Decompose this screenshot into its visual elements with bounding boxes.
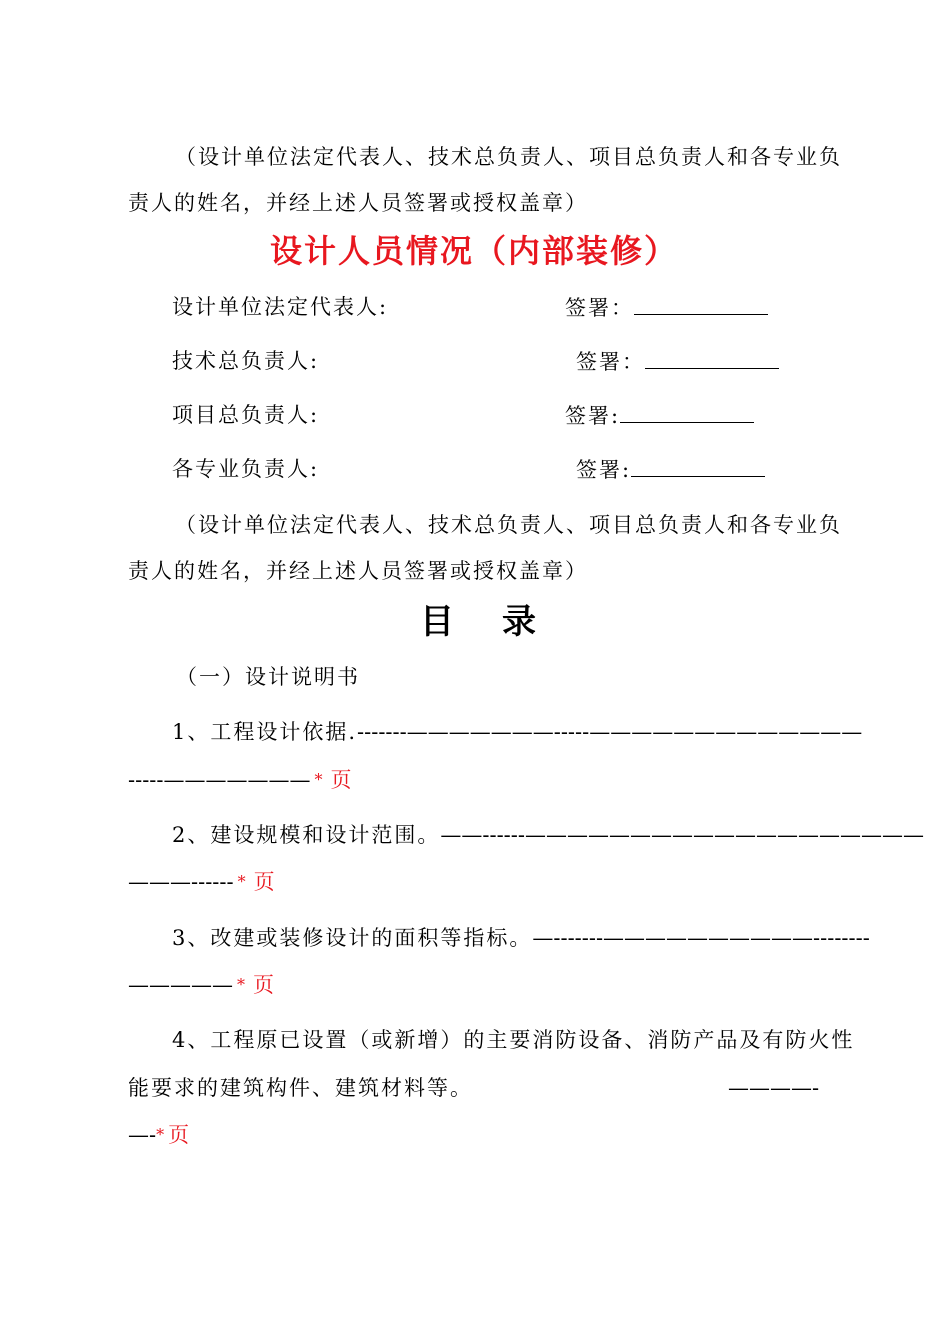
star-marker: * [237, 975, 247, 994]
personnel-sign-legal-rep [565, 292, 768, 323]
toc-title [420, 594, 536, 643]
star-marker: * [156, 1125, 167, 1144]
toc-section-heading: （一）设计说明书 [176, 665, 360, 689]
toc-item-4-cont [128, 1120, 191, 1150]
toc-item-4[interactable] [172, 1025, 854, 1055]
toc-item-dashes: ————- [728, 1076, 820, 1100]
sign-label: 签署: [565, 404, 621, 428]
personnel-sign-project-lead [565, 400, 754, 431]
personnel-label-discipline-leads: 各专业负责人: [172, 457, 320, 481]
toc-item-3-cont [128, 970, 276, 1000]
toc-title-part2: 录 [502, 602, 536, 642]
toc-item-dashes: ———------ [128, 870, 234, 894]
sign-label: 签署： [565, 296, 634, 320]
section-title: 设计人员情况（内部装修） [270, 232, 679, 270]
note-bottom-line2: 责人的姓名，并经上述人员签署或授权盖章） [128, 559, 588, 583]
toc-item-2[interactable] [172, 820, 924, 850]
toc-item-text: 4、工程原已设置（或新增）的主要消防设备、消防产品及有防火性 [172, 1028, 855, 1052]
note-bottom-line1: （设计单位法定代表人、技术总负责人、项目总负责人和各专业负 [175, 513, 842, 537]
personnel-sign-tech-lead [576, 346, 779, 377]
personnel-label-tech-lead: 技术总负责人: [172, 349, 320, 373]
toc-item-text: 1、工程设计依据. [172, 720, 358, 744]
toc-title-part1: 目 [420, 602, 454, 642]
toc-item-4-line2: 能要求的建筑构件、建筑材料等。 [128, 1076, 473, 1100]
toc-item-dashes: -----——————— [128, 768, 311, 792]
sign-label: 签署： [576, 350, 645, 374]
signature-line [631, 454, 765, 477]
toc-item-1-cont [128, 765, 353, 795]
signature-line [634, 292, 768, 315]
page-label: 页 [253, 973, 276, 997]
toc-item-dashes: -------———————-----————————————— [357, 720, 863, 744]
toc-item-3[interactable] [172, 923, 870, 953]
note-top-line2: 责人的姓名，并经上述人员签署或授权盖章） [128, 191, 588, 215]
toc-item-dashes: —-------——————————-------- [532, 926, 870, 950]
toc-item-dashes: ————— [128, 973, 233, 997]
toc-item-text: 3、改建或装修设计的面积等指标。 [172, 926, 533, 950]
page-label: 页 [253, 870, 277, 894]
star-marker: * [314, 770, 325, 789]
toc-item-text: 2、建设规模和设计范围。 [172, 823, 441, 847]
toc-item-1[interactable] [172, 717, 862, 747]
star-marker: * [237, 872, 248, 891]
page-label: 页 [330, 768, 354, 792]
personnel-label-project-lead: 项目总负责人: [172, 403, 320, 427]
signature-line [620, 400, 754, 423]
page-label: 页 [168, 1123, 192, 1147]
personnel-label-legal-rep: 设计单位法定代表人: [172, 295, 389, 319]
toc-item-2-cont [128, 867, 277, 897]
toc-item-dashes: —- [128, 1123, 157, 1147]
signature-line [645, 346, 779, 369]
personnel-sign-discipline-leads [576, 454, 765, 485]
sign-label: 签署: [576, 458, 632, 482]
toc-item-dashes: ——------——————————————————— [440, 823, 924, 847]
note-top-line1: （设计单位法定代表人、技术总负责人、项目总负责人和各专业负 [175, 145, 842, 169]
